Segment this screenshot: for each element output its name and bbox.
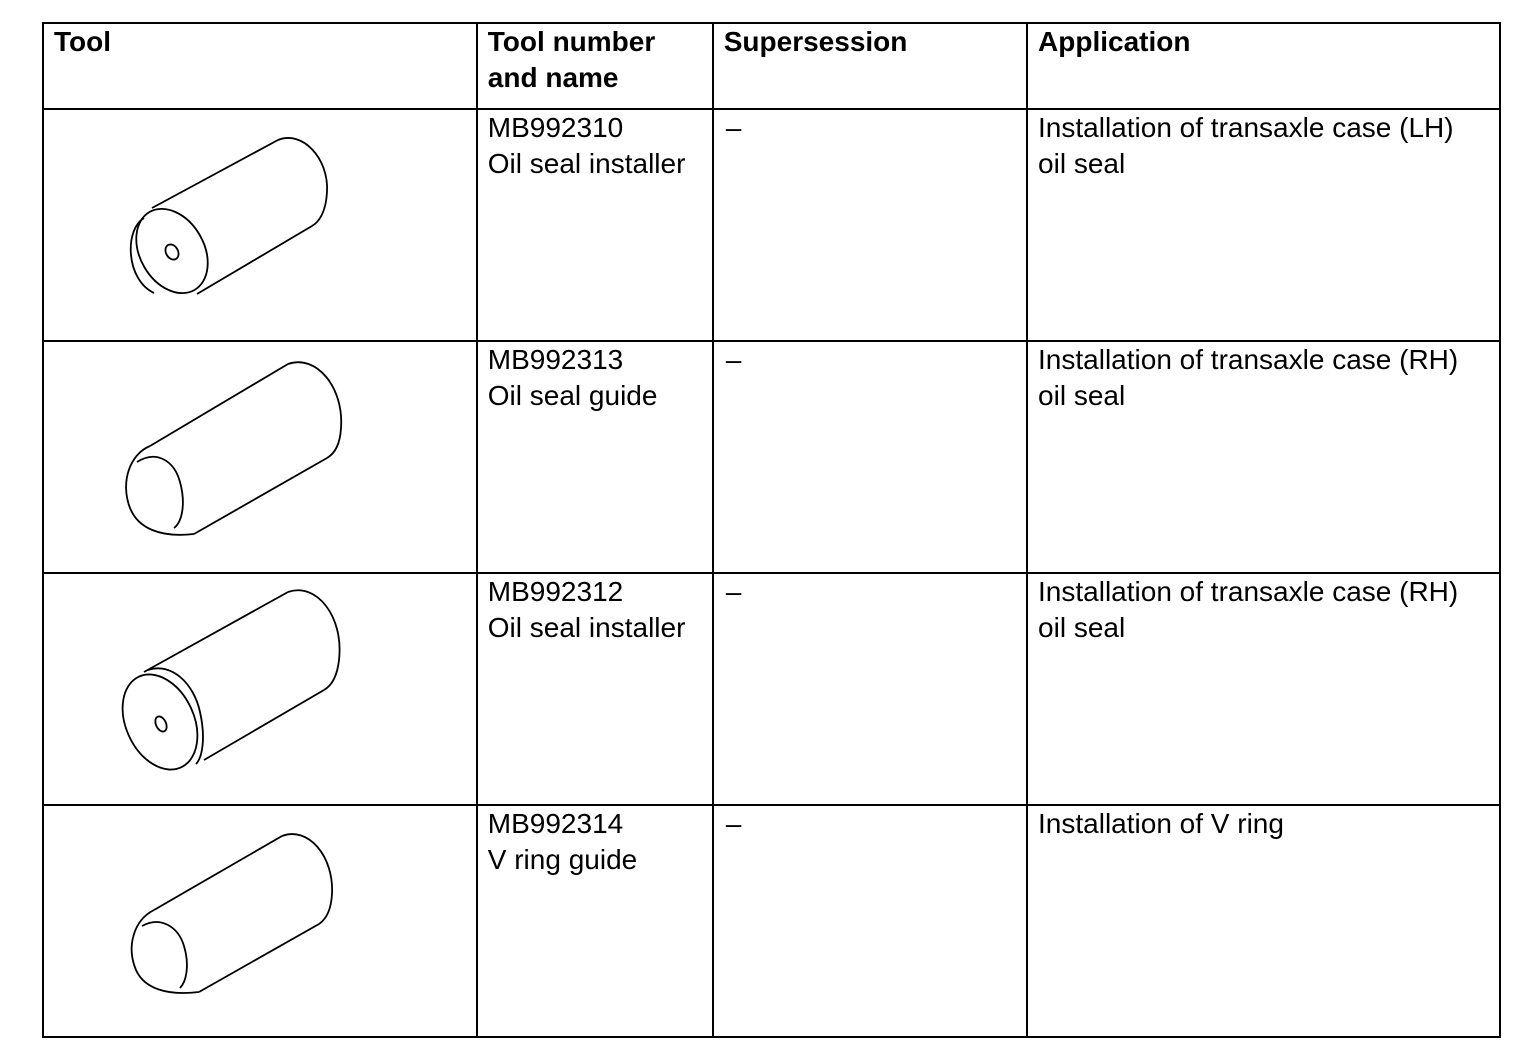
- application-cell: [1027, 573, 1500, 805]
- application-text-1: Installation of transaxle case (RH): [1038, 344, 1459, 375]
- tool-image-cell: [43, 805, 477, 1037]
- tool-image-cell: [43, 341, 477, 573]
- table-row: [43, 805, 1500, 1037]
- supersession-cell: [713, 341, 1027, 573]
- supersession-value: –: [725, 808, 742, 839]
- rounded-cylinder-guide-icon: [44, 342, 476, 572]
- header-supersession: [713, 23, 1027, 109]
- application-text-1: Installation of transaxle case (LH): [1038, 112, 1454, 143]
- tool-number-cell: [477, 341, 713, 573]
- rounded-cylinder-guide-icon: [44, 806, 476, 1036]
- tool-number: MB992313: [487, 344, 624, 375]
- supersession-value: –: [725, 344, 742, 375]
- tool-number: MB992314: [487, 808, 624, 839]
- application-text-2: oil seal: [1038, 380, 1126, 411]
- supersession-value: –: [725, 576, 742, 607]
- tool-number-cell: [477, 109, 713, 341]
- application-text-2: oil seal: [1038, 612, 1126, 643]
- table-row: [43, 341, 1500, 573]
- tool-name: Oil seal guide: [487, 380, 658, 411]
- application-text-2: oil seal: [1038, 148, 1126, 179]
- header-tool-number-label-2: and name: [487, 62, 619, 93]
- table-header-row: [43, 23, 1500, 109]
- header-tool-label: Tool: [54, 26, 112, 57]
- tool-number-cell: [477, 805, 713, 1037]
- header-supersession-label: Supersession: [723, 26, 908, 57]
- header-tool-number: [477, 23, 713, 109]
- header-application: [1027, 23, 1500, 109]
- tool-name: Oil seal installer: [487, 148, 686, 179]
- tool-number: MB992310: [487, 112, 624, 143]
- application-cell: [1027, 805, 1500, 1037]
- table-row: [43, 109, 1500, 341]
- special-tools-table: [42, 22, 1501, 1038]
- supersession-cell: [713, 805, 1027, 1037]
- header-tool: [43, 23, 477, 109]
- application-cell: [1027, 109, 1500, 341]
- supersession-cell: [713, 109, 1027, 341]
- supersession-cell: [713, 573, 1027, 805]
- tool-name: V ring guide: [487, 844, 638, 875]
- supersession-value: –: [725, 112, 742, 143]
- stepped-cylinder-with-center-hole-icon: [44, 574, 476, 804]
- application-cell: [1027, 341, 1500, 573]
- cylinder-with-center-hole-icon: [44, 110, 476, 340]
- tool-number: MB992312: [487, 576, 624, 607]
- tool-name: Oil seal installer: [487, 612, 686, 643]
- tool-number-cell: [477, 573, 713, 805]
- header-application-label: Application: [1038, 26, 1191, 57]
- application-text-1: Installation of V ring: [1038, 808, 1284, 839]
- tool-image-cell: [43, 573, 477, 805]
- tool-image-cell: [43, 109, 477, 341]
- header-tool-number-label-1: Tool number: [487, 26, 656, 57]
- application-text-1: Installation of transaxle case (RH): [1038, 576, 1459, 607]
- table-row: [43, 573, 1500, 805]
